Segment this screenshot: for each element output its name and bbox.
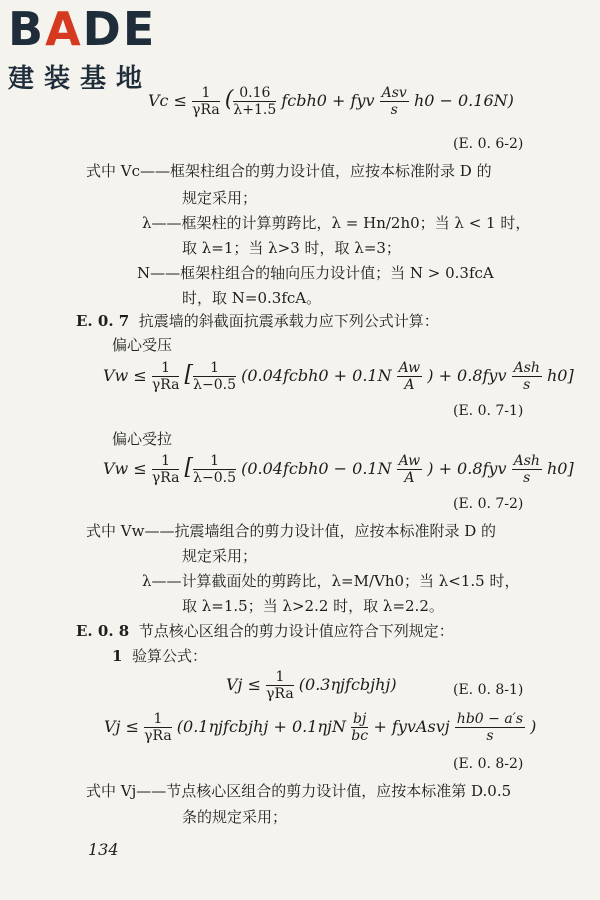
where-clause-lambda: λ——计算截面处的剪跨比，λ=M/Vh0；当 λ<1.5 时，	[142, 572, 520, 590]
brand-logo: BADE	[8, 2, 157, 56]
equation-number: (E. 0. 6-2)	[453, 136, 524, 152]
equation-number: (E. 0. 8-1)	[453, 682, 524, 698]
section-heading-e08: E. 0. 8 节点核心区组合的剪力设计值应符合下列规定：	[76, 622, 454, 640]
where-clause-cont: 规定采用；	[182, 189, 258, 207]
equation-e072: Vw ≤ $\frac{1}{\text{γRa}}$ [ $\frac{1}{\lambda-0.5}$ (0.04fcbh0 − 0.1N $\frac{Aw}{A}$ ) + 0.8fyv $\frac{\text{Ash}}{s}$ h0]	[103, 453, 574, 486]
where-clause-cont: 取 λ=1；当 λ>3 时，取 λ=3；	[182, 239, 401, 257]
equation-e081: Vj ≤ $\frac{1}{\text{γRa}}$ (0.3ηjfcbjhj)	[226, 669, 397, 702]
where-clause: 式中 Vw——抗震墙组合的剪力设计值，应按本标准附录 D 的	[86, 522, 497, 540]
where-clause-cont: 取 λ=1.5；当 λ>2.2 时，取 λ=2.2。	[182, 597, 444, 615]
where-clause-cont: 条的规定采用；	[182, 808, 288, 826]
equation-number: (E. 0. 7-1)	[453, 403, 524, 419]
where-clause-n: N——框架柱组合的轴向压力设计值；当 N > 0.3fcA	[137, 264, 494, 282]
where-clause: 式中 Vj——节点核心区组合的剪力设计值，应按本标准第 D.0.5	[86, 782, 512, 800]
brand-logo-subtitle: 建装基地	[8, 64, 153, 94]
page-number: 134	[88, 840, 119, 859]
list-item: 1 验算公式：	[112, 647, 207, 665]
subheading-eccentric-compression: 偏心受压	[112, 336, 173, 354]
where-clause-cont: 时，取 N=0.3fcA。	[182, 289, 322, 307]
where-clause-lambda: λ——框架柱的计算剪跨比，λ = Hn/2h0；当 λ < 1 时，	[142, 214, 531, 232]
equation-number: (E. 0. 7-2)	[453, 496, 524, 512]
equation-e082: Vj ≤ $\frac{1}{\text{γRa}}$ (0.1ηjfcbjhj + 0.1ηjN $\frac{bj}{bc}$ + fyvAsvj $\frac{hb0 - a's}{s}$ )	[104, 711, 537, 744]
where-clause: 式中 Vc——框架柱组合的剪力设计值，应按本标准附录 D 的	[86, 162, 492, 180]
where-clause-cont: 规定采用；	[182, 547, 258, 565]
section-heading-e07: E. 0. 7 抗震墙的斜截面抗震承载力应下列公式计算：	[76, 312, 439, 330]
equation-e062: Vc ≤ $\frac{1}{\text{γRa}}$ ( $\frac{0.16}{\lambda+1.5}$ fcbh0 + fyv $\frac{\text{Asv}}{s}$ h0 − 0.16N)	[148, 85, 514, 118]
equation-e071: Vw ≤ $\frac{1}{\text{γRa}}$ [ $\frac{1}{\lambda-0.5}$ (0.04fcbh0 + 0.1N $\frac{Aw}{A}$ ) + 0.8fyv $\frac{\text{Ash}}{s}$ h0]	[103, 360, 574, 393]
equation-number: (E. 0. 8-2)	[453, 756, 524, 772]
subheading-eccentric-tension: 偏心受拉	[112, 430, 173, 448]
